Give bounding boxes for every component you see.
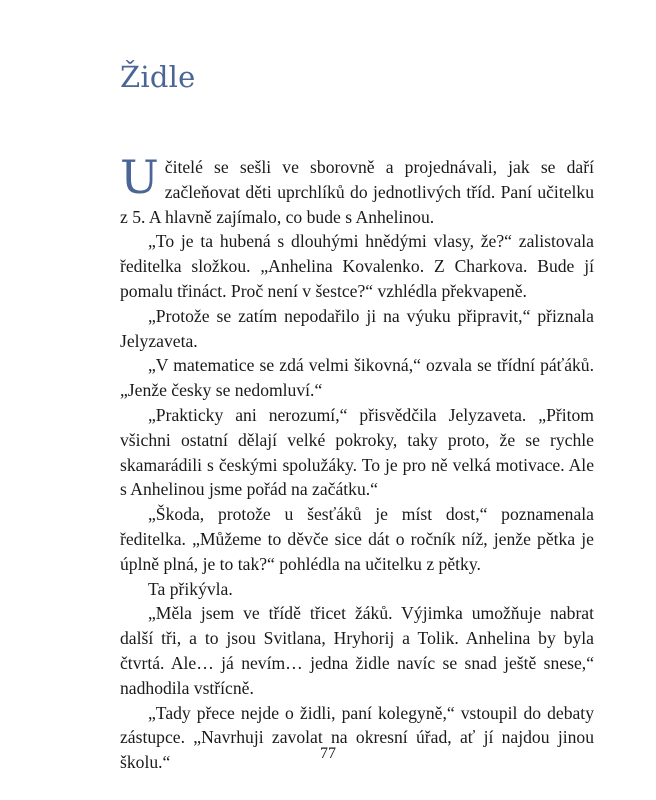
drop-cap: U xyxy=(120,150,159,204)
paragraph-1 xyxy=(120,150,594,229)
paragraph-6: „Škoda, protože u šesťáků je míst dost,“ poznamenala ředitelka. „Můžeme to děvče sice dát o ročník níž, jenže pětka je úplně plná, je to tak?“ pohlédla na učitelku z pětky. xyxy=(120,504,594,574)
chapter-title: Židle xyxy=(120,60,196,94)
page-number: 77 xyxy=(320,745,336,762)
paragraph-5: „Prakticky ani nerozumí,“ přisvědčila Jelyzaveta. „Přitom všichni ostatní dělají velké pokroky, taky proto, že se rychle skamarádili s českými spolužáky. To je pro ně velká motivace. Ale s Anhelinou jsme pořád na začátku.“ xyxy=(120,404,594,500)
paragraph-1-text: čitelé se sešli ve sborovně a projednávali, jak se daří začleňovat děti uprchlíků do jednotlivých tříd. Paní učitelku z 5. A hlavně zajímalo, co bude s Anhelinou. xyxy=(120,157,594,227)
chapter-body xyxy=(120,150,594,775)
paragraph-4: „V matematice se zdá velmi šikovná,“ ozvala se třídní páťáků. „Jenže česky se nedomluví.“ xyxy=(120,355,594,401)
paragraph-9: „Tady přece nejde o židli, paní kolegyně,“ vstoupil do debaty zástupce. „Navrhuji zavolat na okresní úřad, ať jí najdou jinou školu.“ xyxy=(120,702,594,773)
paragraph-2: „To je ta hubená s dlouhými hnědými vlasy, že?“ zalistovala ředitelka složkou. „Anhelina Kovalenko. Z Charkova. Bude jí pomalu třináct. Proč není v šestce?“ vzhlédla překvapeně. xyxy=(120,231,594,301)
paragraph-7: Ta přikývla. xyxy=(148,578,233,599)
paragraph-8: „Měla jsem ve třídě třicet žáků. Výjimka umožňuje nabrat další tři, a to jsou Svitlana, Hryhorij a Tolik. Anhelina by byla čtvrtá. Ale… já nevím… jedna židle navíc se snad ještě snese,“ nadhodila vstřícně. xyxy=(120,603,594,698)
paragraph-3: „Protože se zatím nepodařilo ji na výuku připravit,“ přiznala Jelyzaveta. xyxy=(120,305,594,351)
